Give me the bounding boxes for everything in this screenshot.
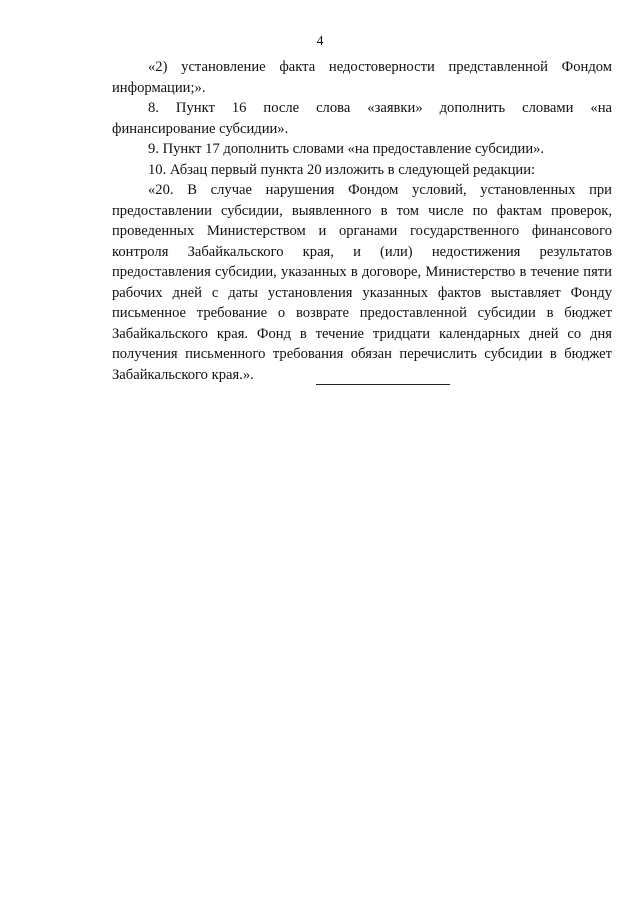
paragraph-item-8: 8. Пункт 16 после слова «заявки» дополнить словами «на финансирование субсидии». — [112, 100, 612, 137]
paragraph-item-2: «2) установление факта недостоверности представленной Фондом информации;». — [112, 59, 612, 96]
paragraph-item-10: 10. Абзац первый пункта 20 изложить в следующей редакции: — [148, 161, 536, 178]
document-body — [112, 57, 612, 385]
end-separator-line — [316, 384, 450, 385]
paragraph-item-9: 9. Пункт 17 дополнить словами «на предоставление субсидии». — [148, 141, 545, 157]
page-number: 4 — [316, 34, 324, 49]
paragraph-point-20: «20. В случае нарушения Фондом условий, установленных при предоставлении субсидии, выявленного в том числе по фактам проверок, проведенных Министерством и органами государственного финансового контроля Забайкальского края, и (или) недостижения результатов предоставления субсидии, указанных в договоре, Министерство в течение пяти рабочих дней с даты установления указанных фактов выставляет Фонду письменное требование о возврате предоставленной субсидии в бюджет Забайкальского края. Фонд в течение тридцати календарных дней со дня получения письменного требования обязан перечислить субсидии в бюджет Забайкальского края.». — [112, 182, 612, 383]
